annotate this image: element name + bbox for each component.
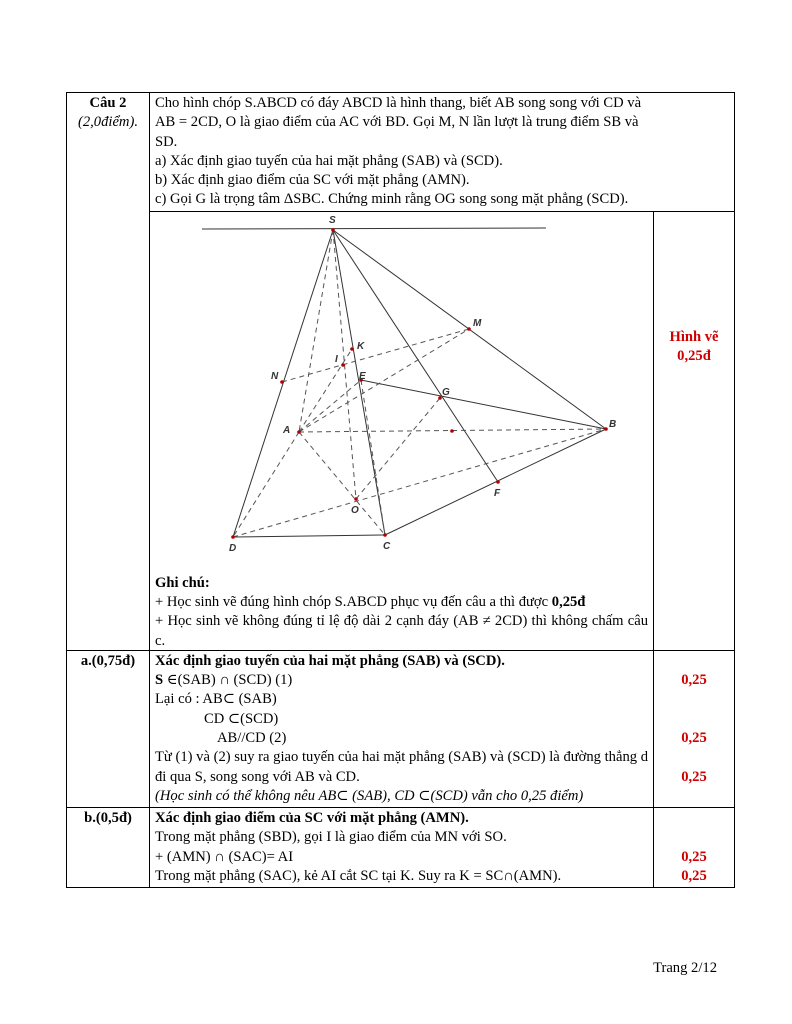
figure-score-line1: Hình vẽ xyxy=(669,328,719,345)
part-b-row xyxy=(67,808,735,888)
figure-row xyxy=(67,211,735,650)
point-mid-AB xyxy=(450,429,454,433)
question-row xyxy=(67,93,735,212)
part-b-title: Xác định giao điểm của SC với mặt phẳng (AMN). xyxy=(155,810,469,827)
question-intro-2: AB = 2CD, O là giao điểm của AC với BD. Gọi M, N lần lượt là trung điểm SB và xyxy=(155,114,639,131)
label-S: S xyxy=(329,214,336,226)
edge-SA xyxy=(299,230,333,432)
part-b-score2: 0,25 xyxy=(681,868,707,885)
line-SF xyxy=(333,230,498,482)
point-M xyxy=(467,327,471,331)
edge-SC xyxy=(333,230,385,535)
edge-SD xyxy=(233,230,333,537)
point-I xyxy=(341,363,345,367)
figure-notes xyxy=(155,574,648,651)
line-AM xyxy=(299,329,469,432)
part-b-content xyxy=(150,808,654,888)
part-a-score2: 0,25 xyxy=(681,729,707,746)
part-b-score1: 0,25 xyxy=(681,848,707,865)
part-b-label: b.(0,5đ) xyxy=(67,808,150,888)
line-EB xyxy=(361,380,606,429)
part-a-line5: Từ (1) và (2) suy ra giao tuyến của hai mặt phẳng (SAB) và (SCD) là đường thẳng d đi qua S, song song với AB và CD. xyxy=(155,749,648,785)
point-A xyxy=(297,430,301,434)
line-OG xyxy=(356,398,440,499)
question-text-cell xyxy=(150,93,735,212)
question-part-b: b) Xác định giao điểm của SC với mặt phẳng (AMN). xyxy=(155,172,470,189)
label-N: N xyxy=(271,370,279,382)
edge-CB xyxy=(385,429,606,535)
part-b-line1: Trong mặt phẳng (SBD), gọi I là giao điểm của MN với SO. xyxy=(155,829,507,846)
label-A: A xyxy=(283,424,291,436)
part-a-line3: CD ⊂(SCD) xyxy=(204,710,279,727)
page-footer: Trang 2/12 xyxy=(653,960,717,976)
question-intro-3: SD. xyxy=(155,133,178,150)
answer-table xyxy=(66,92,735,888)
part-a-score3: 0,25 xyxy=(681,768,707,785)
question-points: (2,0điểm). xyxy=(78,114,138,131)
part-a-score-cell xyxy=(654,650,735,807)
point-K xyxy=(350,347,354,351)
part-a-content xyxy=(150,650,654,807)
point-O xyxy=(354,497,358,501)
point-S xyxy=(331,228,335,232)
line-AE xyxy=(299,380,361,432)
label-D: D xyxy=(229,542,237,554)
part-a-label: a.(0,75đ) xyxy=(67,650,150,807)
part-a-score1: 0,25 xyxy=(681,672,707,689)
line-NM xyxy=(282,329,469,382)
part-b-line2: + (AMN) ∩ (SAC)= AI xyxy=(155,848,294,865)
edge-DC xyxy=(233,535,385,537)
point-F xyxy=(496,480,500,484)
part-a-title: Xác định giao tuyến của hai mặt phẳng (SAB) và (SCD). xyxy=(155,652,505,669)
label-O: O xyxy=(351,504,359,516)
line-d xyxy=(202,228,546,229)
part-b-score-cell xyxy=(654,808,735,888)
diag-DB xyxy=(233,429,606,537)
point-N xyxy=(280,380,284,384)
figure-score-cell xyxy=(654,211,735,650)
question-intro-1: Cho hình chóp S.ABCD có đáy ABCD là hình thang, biết AB song song với CD và xyxy=(155,95,642,111)
label-C: C xyxy=(383,540,391,552)
label-F: F xyxy=(494,487,501,499)
question-part-c: c) Gọi G là trọng tâm ΔSBC. Chứng minh rằng OG song song mặt phẳng (SCD). xyxy=(155,191,629,208)
point-B xyxy=(604,427,608,431)
part-a-row xyxy=(67,650,735,807)
note-title: Ghi chú: xyxy=(155,574,210,591)
label-I: I xyxy=(335,353,338,365)
label-G: G xyxy=(442,386,450,398)
note-1: + Học sinh vẽ đúng hình chóp S.ABCD phục vụ đến câu a thì được 0,25đ xyxy=(155,594,586,611)
part-a-line2: Lại có : AB⊂ (SAB) xyxy=(155,691,277,708)
point-D xyxy=(231,535,235,539)
part-a-line1: S ∈(SAB) ∩ (SCD) (1) xyxy=(155,672,293,689)
label-K: K xyxy=(357,340,365,352)
question-label-cell xyxy=(67,93,150,651)
label-B: B xyxy=(609,418,617,430)
label-M: M xyxy=(473,317,482,329)
figure-cell xyxy=(150,211,654,650)
question-part-a: a) Xác định giao tuyến của hai mặt phẳng (SAB) và (SCD). xyxy=(155,152,503,169)
part-a-line6: (Học sinh có thể không nêu AB⊂ (SAB), CD ⊂(SCD) vẫn cho 0,25 điểm) xyxy=(155,787,584,804)
label-E: E xyxy=(359,370,366,382)
note-2: + Học sinh vẽ không đúng tỉ lệ độ dài 2 cạnh đáy (AB ≠ 2CD) thì không chấm câu c. xyxy=(155,613,648,649)
figure-score-line2: 0,25đ xyxy=(677,348,711,365)
point-C xyxy=(383,533,387,537)
part-a-line4: AB//CD (2) xyxy=(217,729,287,746)
note-1-score: 0,25đ xyxy=(551,594,586,611)
diag-AC xyxy=(299,432,385,535)
line-AK xyxy=(299,349,352,432)
part-b-line3: Trong mặt phẳng (SAC), kẻ AI cắt SC tại K. Suy ra K = SC∩(AMN). xyxy=(155,868,562,885)
question-label: Câu 2 xyxy=(89,95,127,111)
